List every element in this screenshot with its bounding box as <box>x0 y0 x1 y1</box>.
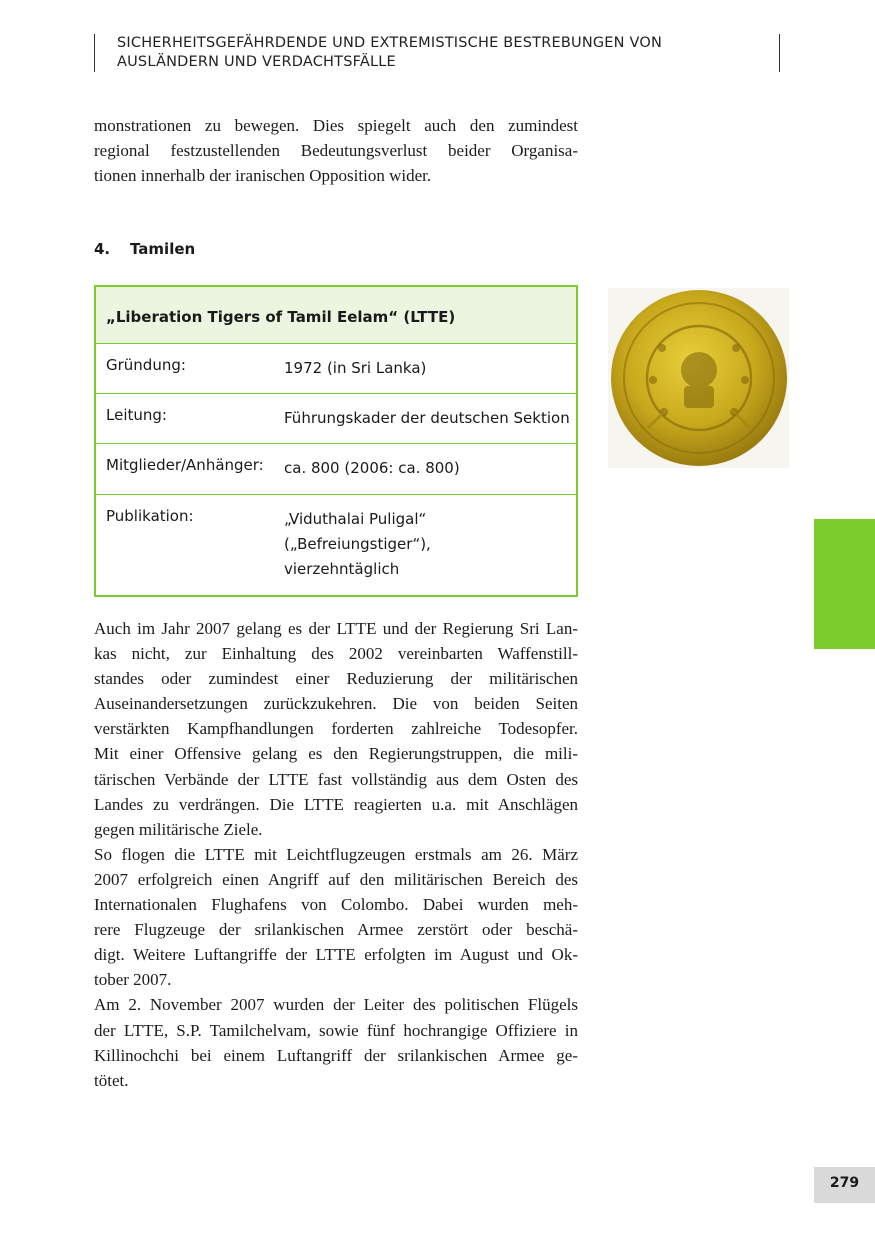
running-header <box>94 34 780 72</box>
text-line: Landes zu verdrängen. Die LTTE reagierten u.a. mit Anschlägen <box>94 794 578 814</box>
text-line: So flogen die LTTE mit Leichtflugzeugen erstmals am 26. März <box>94 844 578 864</box>
intro-paragraph <box>94 113 578 188</box>
info-row-value: ca. 800 (2006: ca. 800) <box>284 459 460 477</box>
text-line: tober 2007. <box>94 970 172 990</box>
text-line: Internationalen Flughafens von Colombo. Dabei wurden meh- <box>94 895 578 915</box>
body-paragraph-2 <box>94 842 578 993</box>
info-row-publication <box>96 495 576 595</box>
section-title: Tamilen <box>130 240 196 258</box>
text-line: rere Flugzeuge der srilankischen Armee zerstört oder beschä- <box>94 920 578 940</box>
info-row-value: 1972 (in Sri Lanka) <box>284 359 427 377</box>
text-line: regional festzustellenden Bedeutungsverlust beider Organisa- <box>94 141 578 161</box>
info-row-founding <box>96 344 576 394</box>
info-row-value: („Befreiungstiger“), <box>284 535 431 553</box>
info-row-label: Publikation: <box>106 507 194 525</box>
page-number: 279 <box>814 1167 875 1203</box>
info-row-value: vierzehntäglich <box>284 560 400 578</box>
text-line: tötet. <box>94 1070 129 1090</box>
emblem-graphic <box>608 288 789 468</box>
text-line: gegen militärische Ziele. <box>94 819 263 839</box>
section-heading <box>94 240 195 258</box>
text-line: der LTTE, S.P. Tamilchelvam, sowie fünf hochrangige Offiziere in <box>94 1020 578 1040</box>
info-row-label: Leitung: <box>106 406 167 424</box>
body-text <box>94 616 578 1093</box>
text-line: tionen innerhalb der iranischen Opposition wider. <box>94 166 432 186</box>
info-row-value: Führungskader der deutschen Sektion <box>284 409 570 427</box>
info-row-members <box>96 444 576 495</box>
text-line: digt. Weitere Luftangriffe der LTTE erfolgten im August und Ok- <box>94 945 578 965</box>
text-line: tärischen Verbände der LTTE fast vollständig aus dem Osten des <box>94 769 578 789</box>
text-line: Killinochchi bei einem Luftangriff der srilankischen Armee ge- <box>94 1045 578 1065</box>
chapter-side-tab <box>814 519 875 649</box>
text-line: Mit einer Offensive gelang es den Regierungstruppen, die mili- <box>94 744 578 764</box>
body-paragraph-3 <box>94 992 578 1092</box>
text-line: 2007 erfolgreich einen Angriff auf den militärischen Bereich des <box>94 869 578 889</box>
text-line: monstrationen zu bewegen. Dies spiegelt auch den zumindest <box>94 116 578 135</box>
info-row-label: Gründung: <box>106 356 186 374</box>
text-line: standes oder zumindest einer Reduzierung der militärischen <box>94 669 578 689</box>
text-line: Auseinandersetzungen zurückzukehren. Die von beiden Seiten <box>94 694 578 714</box>
running-header-line-2: AUSLÄNDERN UND VERDACHTSFÄLLE <box>117 54 396 70</box>
ltte-gold-emblem-icon <box>608 288 789 468</box>
info-row-value: „Viduthalai Puligal“ <box>284 510 427 528</box>
info-row-label: Mitglieder/Anhänger: <box>106 456 264 474</box>
body-paragraph-1 <box>94 616 578 842</box>
section-number: 4. <box>94 240 111 258</box>
info-box-title: „Liberation Tigers of Tamil Eelam“ (LTTE) <box>96 287 576 344</box>
info-row-leadership <box>96 394 576 444</box>
text-line: kas nicht, zur Einhaltung des 2002 vereinbarten Waffenstill- <box>94 644 578 664</box>
organization-info-box <box>94 285 578 597</box>
text-line: Am 2. November 2007 wurden der Leiter des politischen Flügels <box>94 995 578 1015</box>
text-line: Auch im Jahr 2007 gelang es der LTTE und der Regierung Sri Lan- <box>94 619 578 638</box>
text-line: verstärkten Kampfhandlungen forderten zahlreiche Todesopfer. <box>94 719 578 739</box>
running-header-line-1: SICHERHEITSGEFÄHRDENDE UND EXTREMISTISCHE BESTREBUNGEN VON <box>117 35 663 51</box>
